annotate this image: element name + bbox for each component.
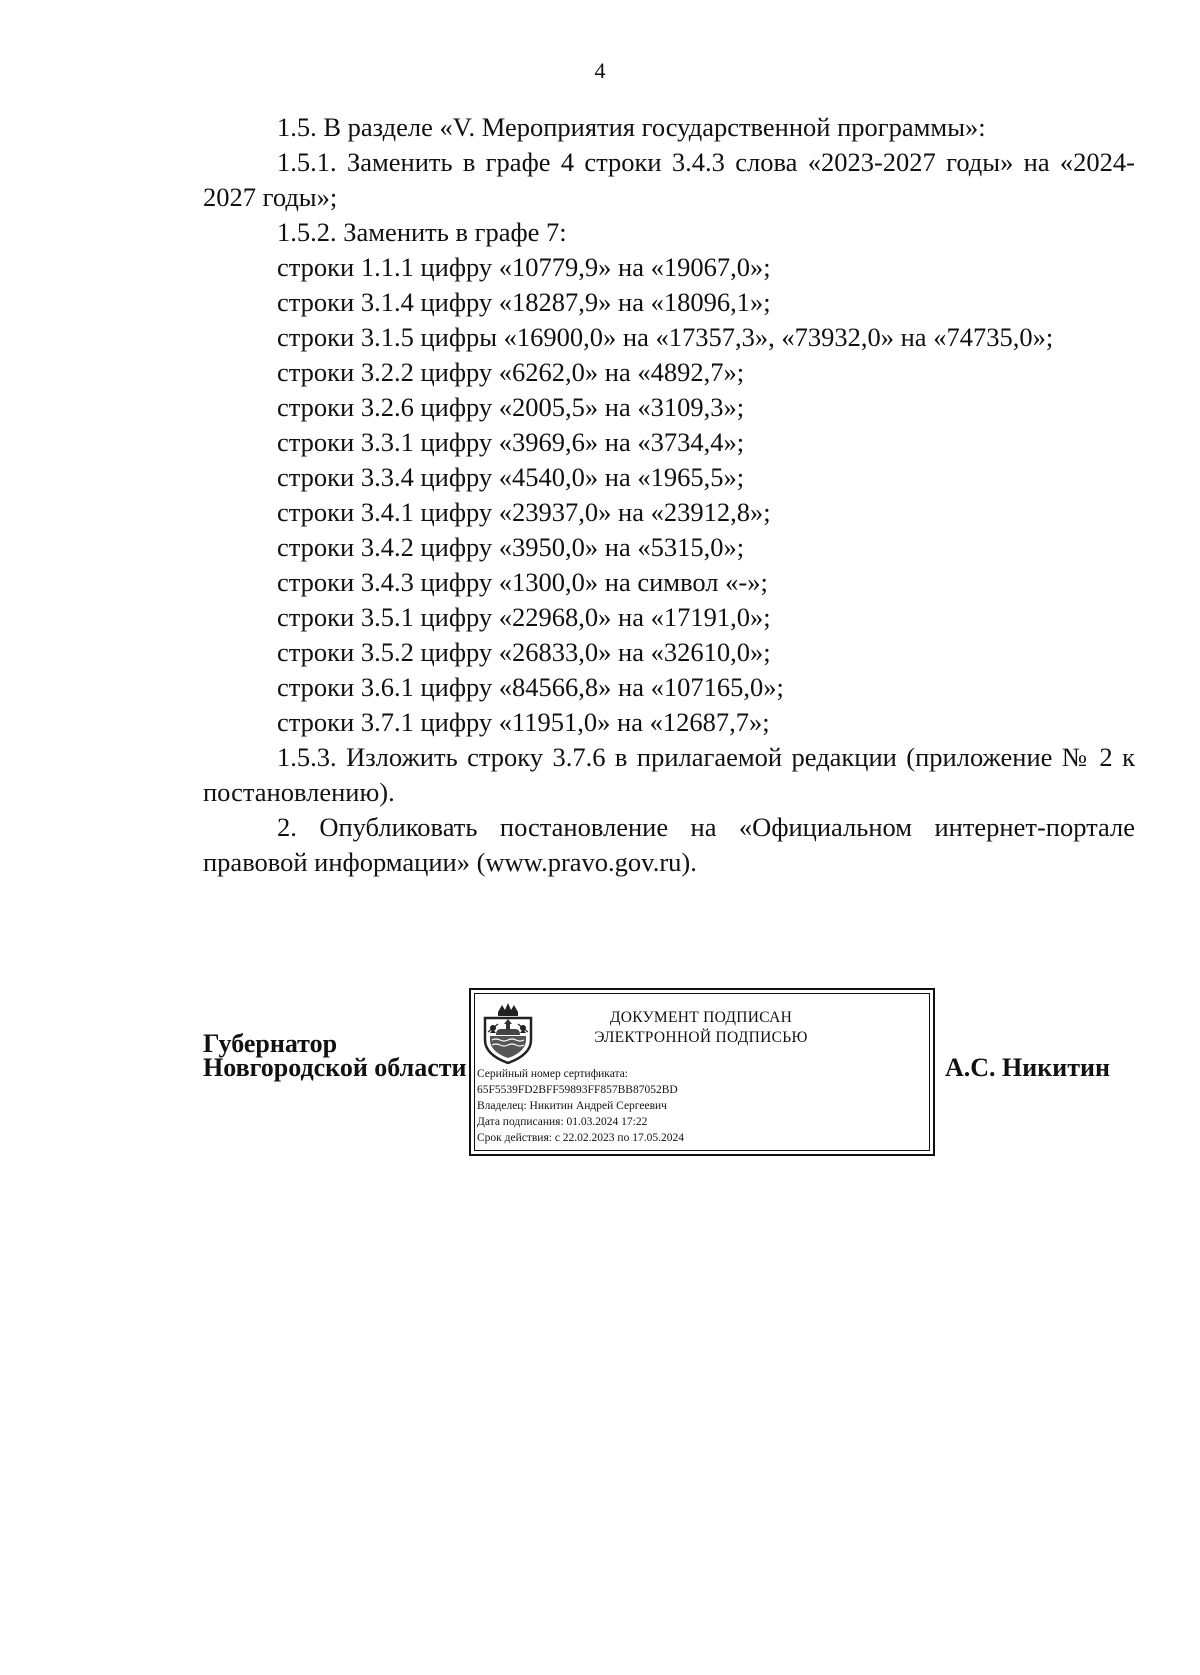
certificate-owner: Владелец: Никитин Андрей Сергеевич: [477, 1100, 667, 1112]
paragraph-2: 2. Опубликовать постановление на «Официальном интернет-портале правовой информации» (www.pravo.gov.ru).: [203, 812, 1135, 877]
replacement-item: строки 3.7.1 цифру «11951,0» на «12687,7»;: [277, 707, 770, 737]
electronic-signature-stamp: [469, 988, 935, 1156]
replacement-item: строки 3.2.2 цифру «6262,0» на «4892,7»;: [277, 357, 745, 387]
replacement-list: [203, 250, 1135, 740]
signatory-name: А.С. Никитин: [945, 1053, 1110, 1082]
position-line-2: Новгородской области: [203, 1053, 467, 1082]
certificate-number: 65F5539FD2BFF59893FF857BB87052BD: [477, 1084, 678, 1096]
paragraph-1-5-2: 1.5.2. Заменить в графе 7:: [277, 217, 567, 247]
position-line-1: Губернатор: [203, 1029, 338, 1058]
stamp-title-line-2: ЭЛЕКТРОННОЙ ПОДПИСЬЮ: [594, 1029, 808, 1046]
novgorod-coat-of-arms-icon: [481, 1002, 535, 1064]
certificate-label: Серийный номер сертификата:: [477, 1068, 628, 1080]
page-number: 4: [594, 58, 606, 83]
replacement-item: строки 3.5.1 цифру «22968,0» на «17191,0»;: [277, 602, 771, 632]
replacement-item: строки 3.3.4 цифру «4540,0» на «1965,5»;: [277, 462, 745, 492]
stamp-title: [551, 1008, 851, 1048]
paragraph-1-5: 1.5. В разделе «V. Мероприятия государственной программы»:: [277, 112, 986, 142]
paragraph-1-5-1: 1.5.1. Заменить в графе 4 строки 3.4.3 слова «2023-2027 годы» на «2024-2027 годы»;: [203, 147, 1135, 212]
replacement-item: строки 3.4.1 цифру «23937,0» на «23912,8»;: [277, 497, 771, 527]
replacement-item: строки 1.1.1 цифру «10779,9» на «19067,0»;: [277, 252, 771, 282]
replacement-item: строки 3.3.1 цифру «3969,6» на «3734,4»;: [277, 427, 745, 457]
replacement-item: строки 3.1.5 цифры «16900,0» на «17357,3», «73932,0» на «74735,0»;: [277, 322, 1054, 352]
replacement-item: строки 3.2.6 цифру «2005,5» на «3109,3»;: [277, 392, 745, 422]
stamp-title-line-1: ДОКУМЕНТ ПОДПИСАН: [609, 1009, 793, 1026]
replacement-item: строки 3.4.3 цифру «1300,0» на символ «-»;: [277, 567, 768, 597]
document-body: [203, 110, 1135, 880]
replacement-item: строки 3.5.2 цифру «26833,0» на «32610,0»;: [277, 637, 771, 667]
stamp-details: [477, 1066, 684, 1146]
paragraph-1-5-3: 1.5.3. Изложить строку 3.7.6 в прилагаемой редакции (приложение № 2 к постановлению).: [203, 742, 1135, 807]
signing-date: Дата подписания: 01.03.2024 17:22: [477, 1116, 648, 1128]
certificate-validity: Срок действия: с 22.02.2023 по 17.05.2024: [477, 1132, 684, 1144]
replacement-item: строки 3.4.2 цифру «3950,0» на «5315,0»;: [277, 532, 745, 562]
replacement-item: строки 3.6.1 цифру «84566,8» на «107165,0»;: [277, 672, 784, 702]
replacement-item: строки 3.1.4 цифру «18287,9» на «18096,1»;: [277, 287, 771, 317]
signatory-position: [203, 1029, 467, 1082]
